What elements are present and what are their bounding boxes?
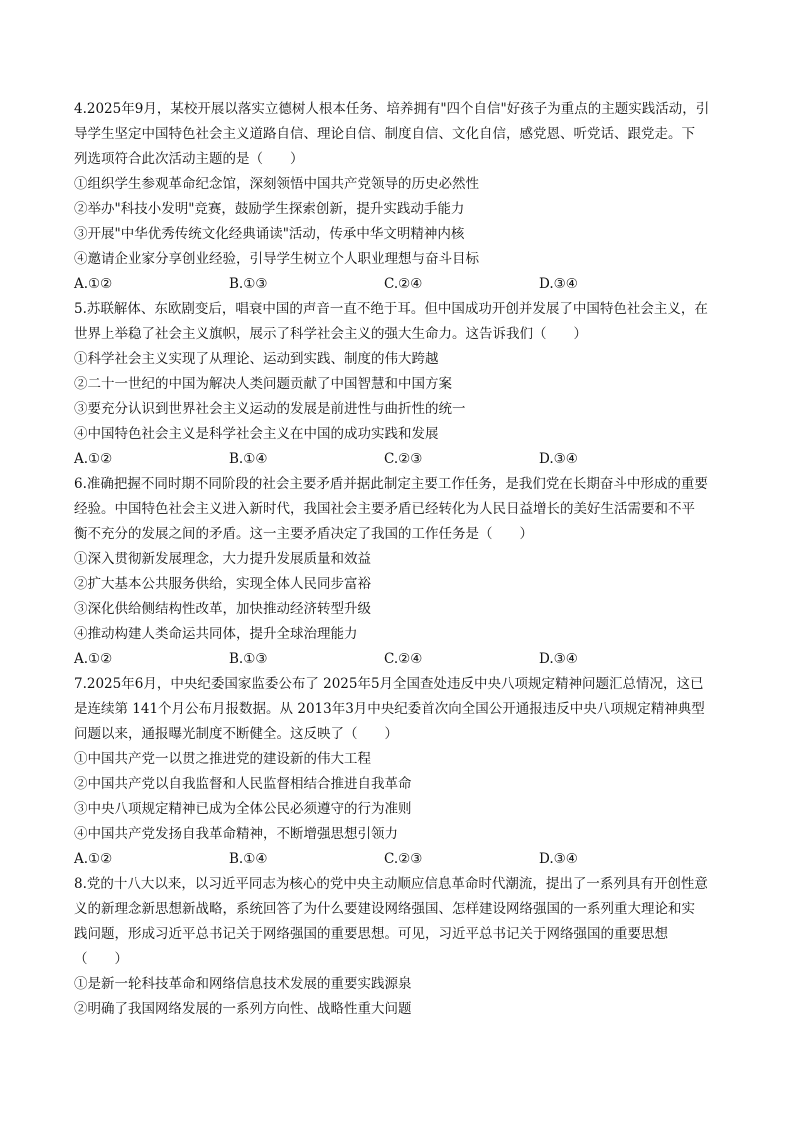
- statement-item: ②中国共产党以自我监督和人民监督相结合推进自我革命: [74, 776, 412, 792]
- statement-item: ④中国特色社会主义是科学社会主义在中国的成功实践和发展: [74, 426, 439, 442]
- option-c: C.②④: [384, 651, 423, 667]
- statement-item: ④推动构建人类命运共同体，提升全球治理能力: [74, 626, 358, 642]
- statement-item: ①中国共产党一以贯之推进党的建设新的伟大工程: [74, 751, 371, 767]
- question-stem-line: 7.2025年6月，中央纪委国家监委公布了 2025年5月全国查处违反中央八项规定精神问题汇总情况，这已: [74, 676, 704, 692]
- statement-item: ③要充分认识到世界社会主义运动的发展是前进性与曲折性的统一: [74, 401, 466, 417]
- question-stem-line: 义的新理念新思想新战略，系统回答了为什么要建设网络强国、怎样建设网络强国的一系列重大理论和实: [74, 901, 695, 917]
- option-b: B.①③: [229, 651, 268, 667]
- option-c: C.②③: [384, 851, 423, 867]
- option-a: A.①②: [74, 451, 113, 467]
- option-a: A.①②: [74, 276, 113, 292]
- question-7: [74, 672, 724, 872]
- option-c: C.②③: [384, 451, 423, 467]
- answer-options: [74, 272, 724, 297]
- option-d: D.③④: [539, 276, 578, 292]
- statement-item: ②扩大基本公共服务供给，实现全体人民同步富裕: [74, 576, 371, 592]
- statement-item: ④中国共产党发扬自我革命精神，不断增强思想引领力: [74, 826, 398, 842]
- question-stem-line: 8.党的十八大以来，以习近平同志为核心的党中央主动顺应信息革命时代潮流，提出了一系列具有开创性意: [74, 876, 708, 892]
- option-d: D.③④: [539, 451, 578, 467]
- exam-page: [74, 97, 724, 1022]
- question-stem-line: 5.苏联解体、东欧剧变后，唱衰中国的声音一直不绝于耳。但中国成功开创并发展了中国特色社会主义，在: [74, 301, 708, 317]
- statement-item: ①组织学生参观革命纪念馆，深刻领悟中国共产党领导的历史必然性: [74, 176, 479, 192]
- statement-item: ②二十一世纪的中国为解决人类问题贡献了中国智慧和中国方案: [74, 376, 452, 392]
- statement-item: ③开展"中华优秀传统文化经典诵读"活动，传承中华文明精神内核: [74, 226, 465, 242]
- question-stem-line: （ ）: [74, 951, 128, 967]
- option-b: B.①④: [229, 851, 268, 867]
- statement-item: ④邀请企业家分享创业经验，引导学生树立个人职业理想与奋斗目标: [74, 251, 479, 267]
- option-d: D.③④: [539, 651, 578, 667]
- answer-options: [74, 847, 724, 872]
- question-stem-line: 问题以来，通报曝光制度不断健全。这反映了（ ）: [74, 726, 398, 742]
- question-4: [74, 97, 724, 297]
- question-stem-line: 经验。中国特色社会主义进入新时代，我国社会主要矛盾已经转化为人民日益增长的美好生活需要和不平: [74, 501, 695, 517]
- question-6: [74, 472, 724, 672]
- question-stem-line: 列选项符合此次活动主题的是（ ）: [74, 151, 304, 167]
- statement-item: ②明确了我国网络发展的一系列方向性、战略性重大问题: [74, 1001, 412, 1017]
- statement-item: ①是新一轮科技革命和网络信息技术发展的重要实践源泉: [74, 976, 412, 992]
- option-b: B.①③: [229, 276, 268, 292]
- question-stem-line: 是连续第 141个月公布月报数据。从 2013年3月中央纪委首次向全国公开通报违反中央八项规定精神典型: [74, 701, 705, 717]
- statement-item: ③深化供给侧结构性改革，加快推动经济转型升级: [74, 601, 371, 617]
- question-5: [74, 297, 724, 472]
- statement-item: ②举办"科技小发明"竞赛，鼓励学生探索创新，提升实践动手能力: [74, 201, 465, 217]
- option-a: A.①②: [74, 651, 113, 667]
- question-stem-line: 世界上举稳了社会主义旗帜，展示了科学社会主义的强大生命力。这告诉我们（ ）: [74, 326, 587, 342]
- statement-item: ①深入贯彻新发展理念，大力提升发展质量和效益: [74, 551, 371, 567]
- option-c: C.②④: [384, 276, 423, 292]
- answer-options: [74, 647, 724, 672]
- answer-options: [74, 447, 724, 472]
- question-stem-line: 6.准确把握不同时期不同阶段的社会主要矛盾并据此制定主要工作任务，是我们党在长期奋斗中形成的重要: [74, 476, 708, 492]
- question-stem-line: 4.2025年9月，某校开展以落实立德树人根本任务、培养拥有"四个自信"好孩子为重点的主题实践活动，引: [74, 101, 710, 117]
- option-d: D.③④: [539, 851, 578, 867]
- question-stem-line: 导学生坚定中国特色社会主义道路自信、理论自信、制度自信、文化自信，感党恩、听党话、跟党走。下: [74, 126, 695, 142]
- question-stem-line: 践问题，形成习近平总书记关于网络强国的重要思想。可见，习近平总书记关于网络强国的重要思想: [74, 926, 668, 942]
- question-8: [74, 872, 724, 1022]
- statement-item: ③中央八项规定精神已成为全体公民必须遵守的行为准则: [74, 801, 412, 817]
- option-a: A.①②: [74, 851, 113, 867]
- question-stem-line: 衡不充分的发展之间的矛盾。这一主要矛盾决定了我国的工作任务是（ ）: [74, 526, 533, 542]
- statement-item: ①科学社会主义实现了从理论、运动到实践、制度的伟大跨越: [74, 351, 439, 367]
- option-b: B.①④: [229, 451, 268, 467]
